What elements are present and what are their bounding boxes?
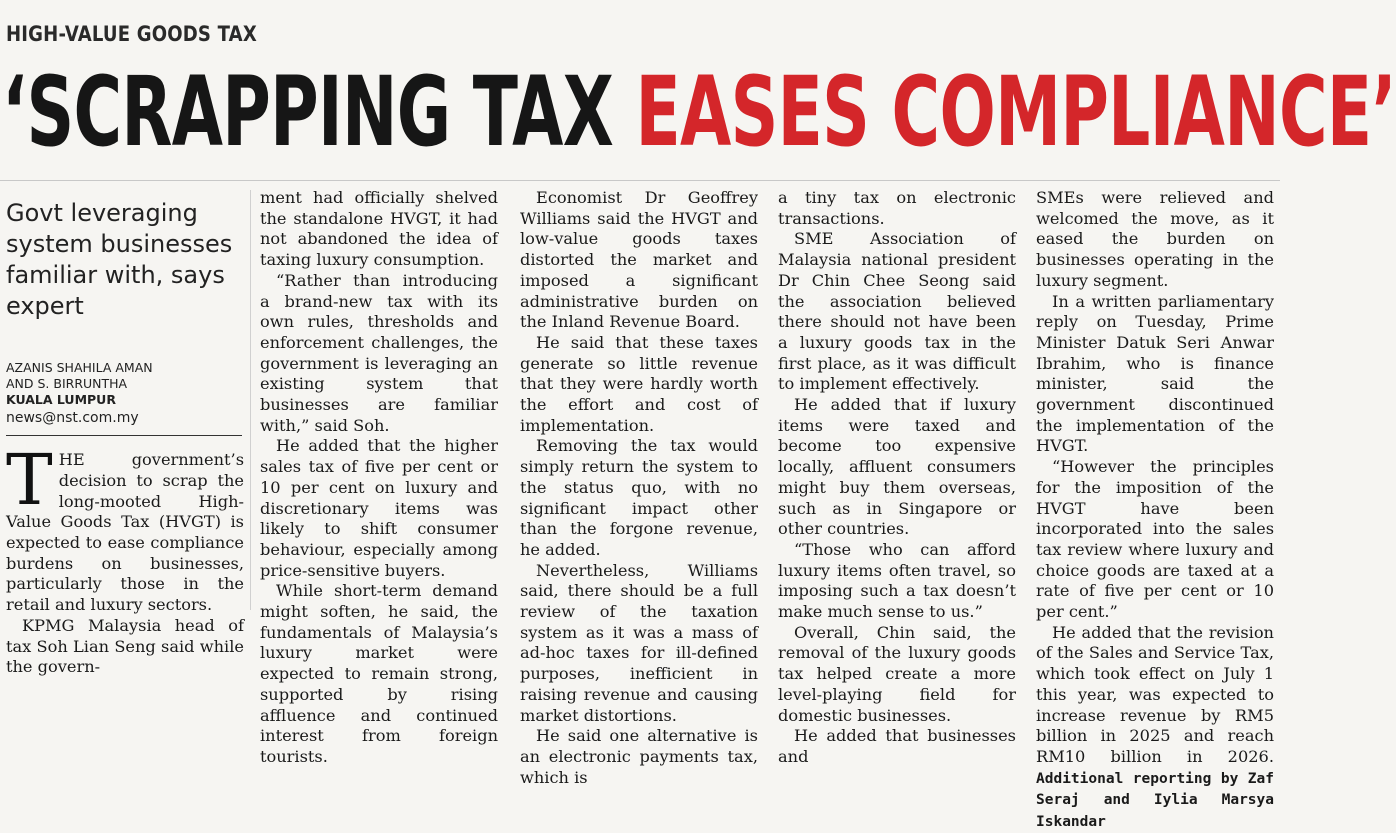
column-5 (1036, 188, 1274, 833)
headline-part-red: EASES COMPLIANCE’ (635, 56, 1396, 168)
byline-email: news@nst.com.my (6, 410, 139, 426)
article-paragraph: THE government’s decision to scrap the long-mooted High-Value Goods Tax (HVGT) is expected to ease compliance burdens on businesses, particularly those in the retail and luxury sectors. (6, 439, 244, 615)
article-paragraph: Nevertheless, Williams said, there should be a full review of the taxation system as it was a mass of ad-hoc taxes for ill-defined purposes, inefficient in raising revenue and causing market distortions. (520, 560, 758, 725)
column-3 (520, 188, 758, 788)
section-kicker: HIGH-VALUE GOODS TAX (6, 22, 257, 46)
byline (6, 360, 244, 408)
article-paragraph: He added that businesses and (778, 726, 1016, 766)
byline-divider (6, 435, 242, 437)
headline (2, 56, 1396, 168)
additional-reporting-credit: Additional reporting by Zaf Seraj and Iylia Marsya Iskandar (1036, 770, 1274, 831)
column-divider (250, 190, 251, 610)
article-paragraph: SMEs were relieved and welcomed the move, as it eased the burden on businesses operating in the luxury segment. (1036, 188, 1274, 290)
article-paragraph: In a written parliamentary reply on Tuesday, Prime Minister Datuk Seri Anwar Ibrahim, who is finance minister, said the government discontinued the implementation of the HVGT. (1036, 291, 1274, 456)
article-paragraph: “Those who can afford luxury items often travel, so imposing such a tax doesn’t make much sense to us.” (778, 539, 1016, 622)
headline-divider (0, 180, 1280, 181)
article-paragraph: He added that the higher sales tax of five per cent or 10 per cent on luxury and discretionary items was likely to shift consumer behaviour, especially among price-sensitive buyers. (260, 436, 498, 580)
article-paragraph: Economist Dr Geoffrey Williams said the HVGT and low-value goods taxes distorted the market and imposed a significant administrative burden on the Inland Revenue Board. (520, 188, 758, 332)
article-paragraph: SME Association of Malaysia national president Dr Chin Chee Seong said the association believed there should not have been a luxury goods tax in the first place, as it was difficult to implement effectively. (778, 229, 1016, 394)
column-1 (6, 188, 244, 678)
article-paragraph: a tiny tax on electronic transactions. (778, 188, 1016, 228)
article-paragraph: Overall, Chin said, the removal of the luxury goods tax helped create a more level-playing field for domestic businesses. (778, 622, 1016, 725)
article-paragraph: Removing the tax would simply return the system to the status quo, with no significant impact other than the forgone revenue, he added. (520, 436, 758, 559)
article-paragraph: KPMG Malaysia head of tax Soh Lian Seng said while the govern- (6, 615, 244, 677)
drop-cap: T (6, 439, 53, 522)
article-paragraph: He added that the revision of the Sales and Service Tax, which took effect on July 1 this year, was expected to increase revenue by RM5 billion in 2025 and reach RM10 billion in 2026. Additional reporting by Zaf Seraj and Iylia Marsya Iskandar (1036, 622, 1274, 831)
byline-author-2: AND S. BIRRUNTHA (6, 376, 128, 391)
article-paragraph: He said one alternative is an electronic payments tax, which is (520, 726, 758, 787)
column-2 (260, 188, 498, 768)
headline-part-black: ‘SCRAPPING TAX (2, 56, 636, 168)
article-paragraph: He added that if luxury items were taxed and become too expensive locally, affluent consumers might buy them overseas, such as in Singapore or other countries. (778, 395, 1016, 539)
article-paragraph: While short-term demand might soften, he said, the fundamentals of Malaysia’s luxury market were expected to remain strong, supported by rising affluence and continued interest from foreign tourists. (260, 581, 498, 766)
column-4 (778, 188, 1016, 768)
article-paragraph: “However the principles for the imposition of the HVGT have been incorporated into the sales tax review where luxury and choice goods are taxed at a rate of five per cent or 10 per cent.” (1036, 457, 1274, 622)
article-paragraph: ment had officially shelved the standalone HVGT, it had not abandoned the idea of taxing luxury consumption. (260, 188, 498, 270)
subheadline: Govt leveraging system businesses familiar with, says expert (6, 199, 233, 320)
dateline-location: KUALA LUMPUR (6, 392, 116, 407)
byline-author-1: AZANIS SHAHILA AMAN (6, 360, 153, 375)
article-paragraph: “Rather than introducing a brand-new tax with its own rules, thresholds and enforcement challenges, the government is leveraging an existing system that businesses are familiar with,” said Soh. (260, 270, 498, 435)
article-paragraph: He said that these taxes generate so little revenue that they were hardly worth the effort and cost of implementation. (520, 332, 758, 435)
